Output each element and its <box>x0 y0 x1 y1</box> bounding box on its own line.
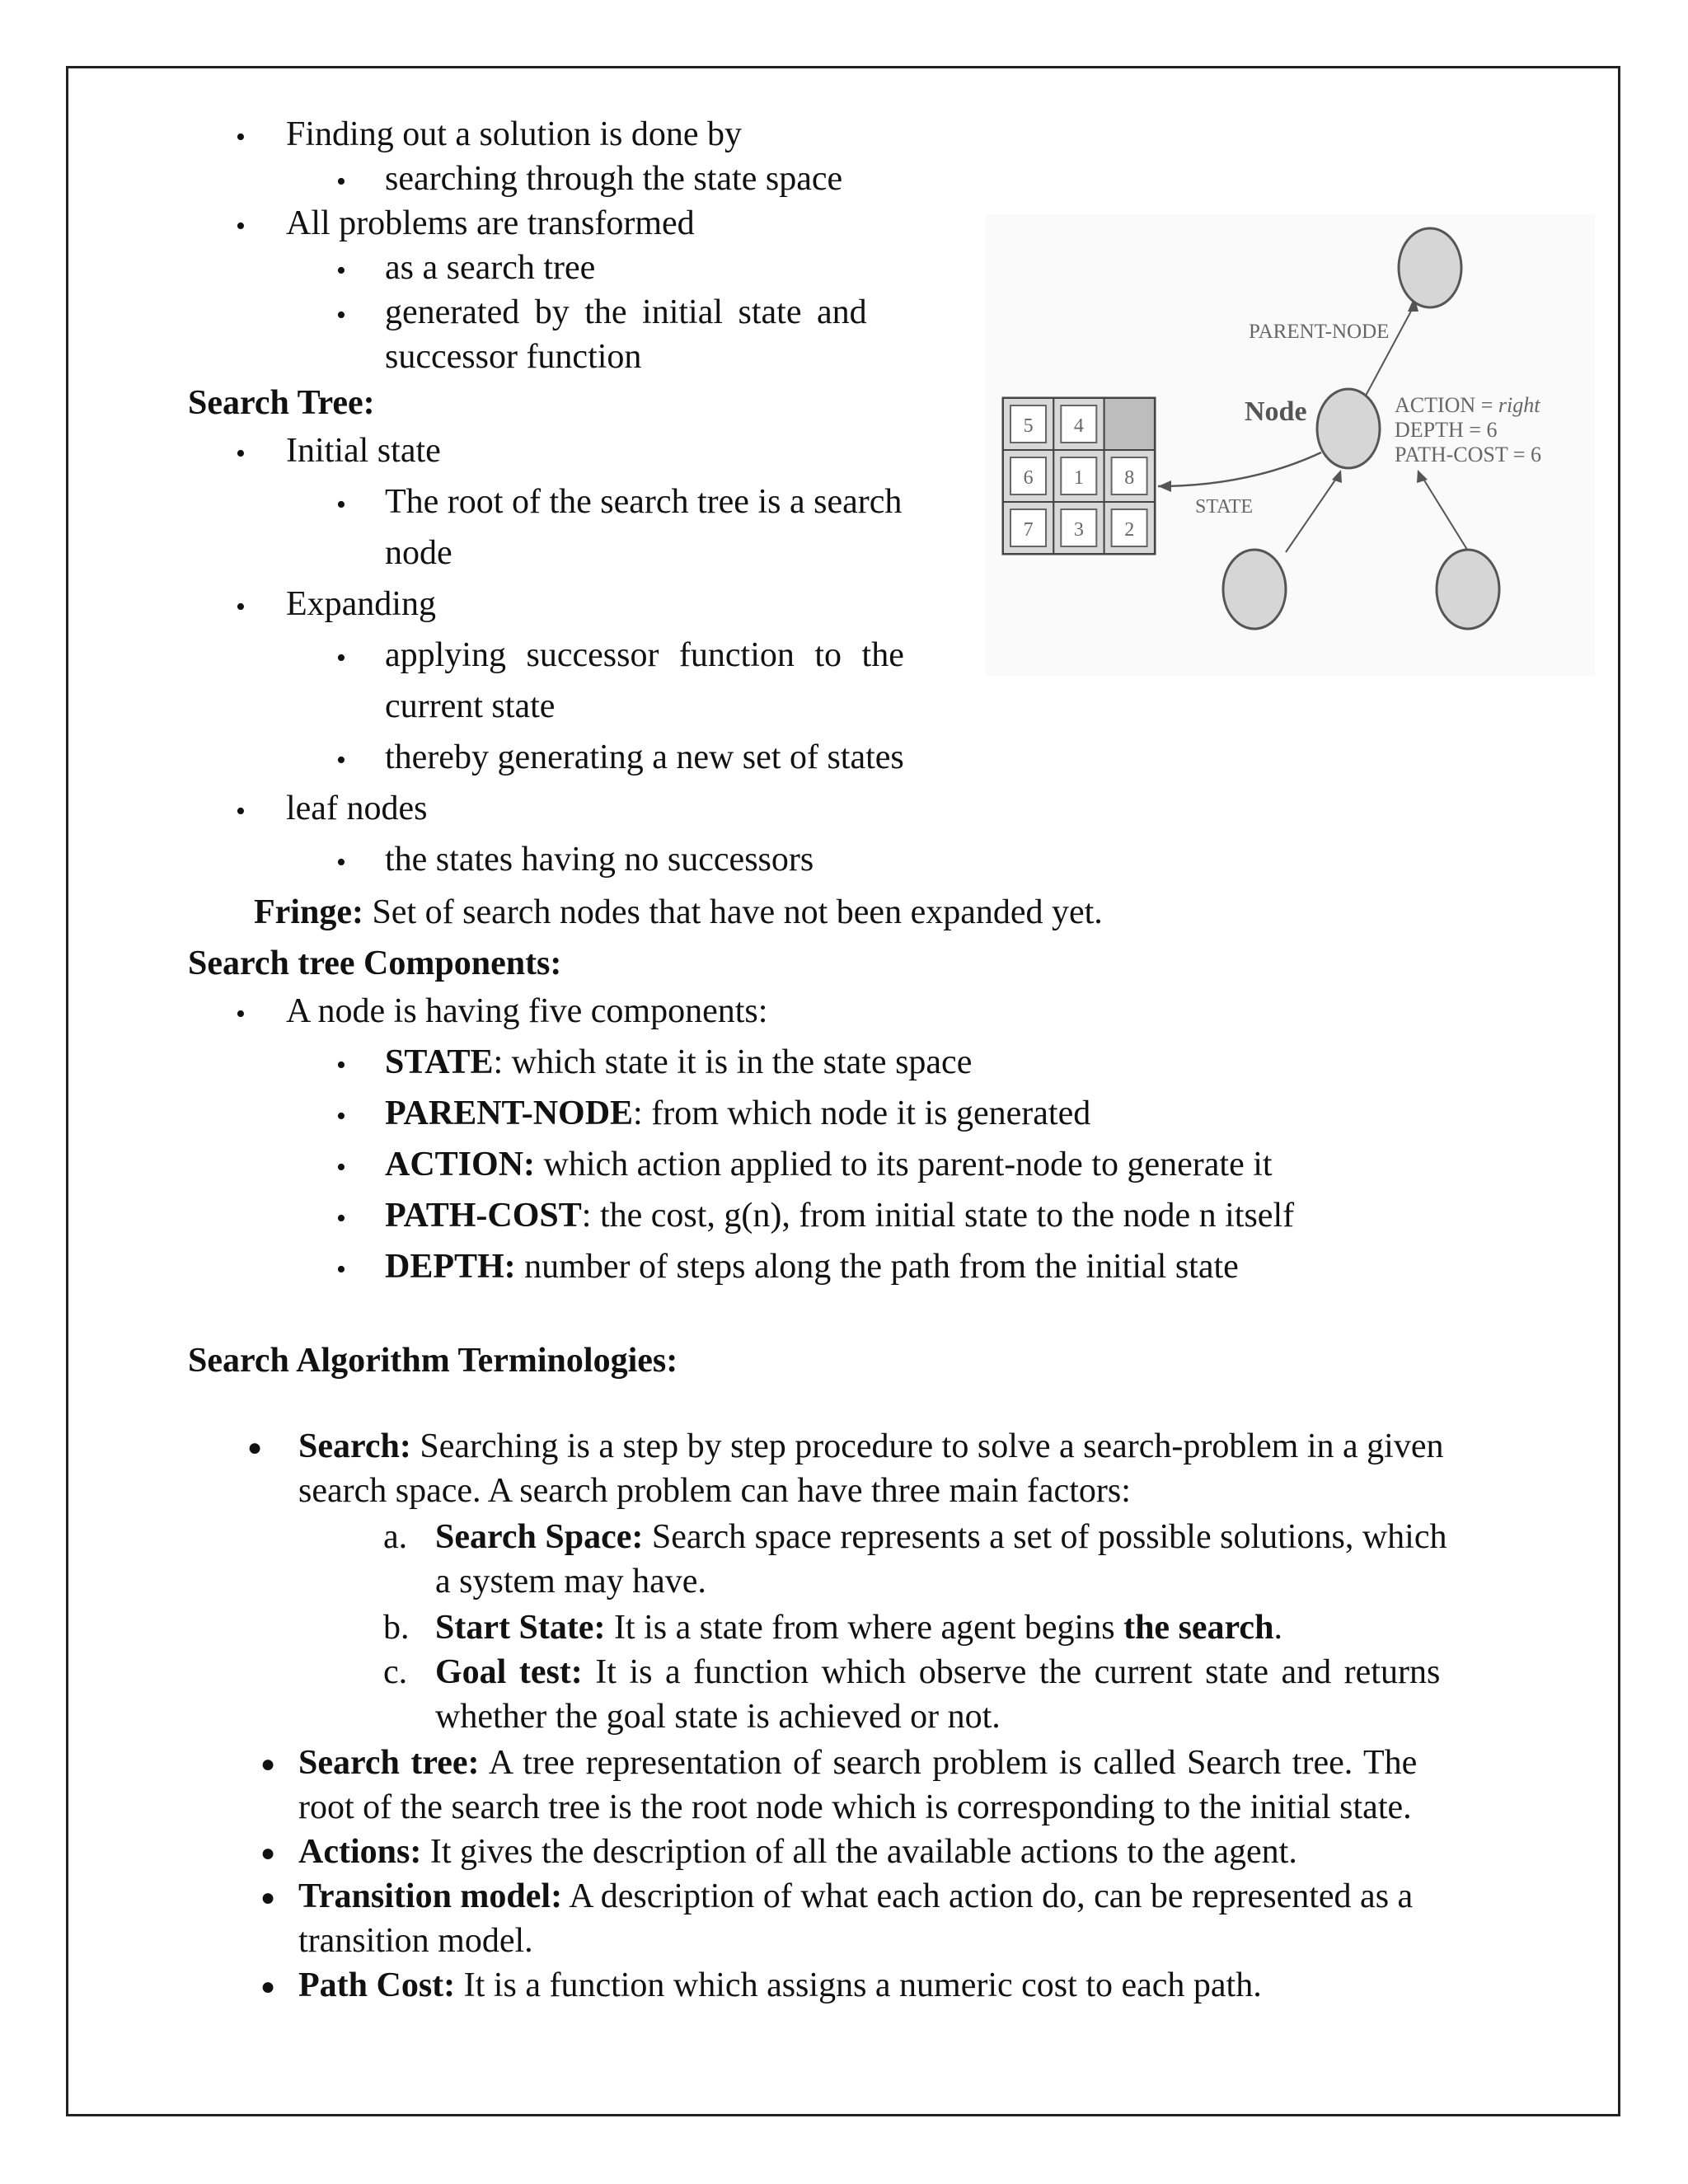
factor-term: Goal test: <box>435 1653 583 1691</box>
term-actions <box>298 1830 1297 1874</box>
bullet: • <box>336 643 346 673</box>
state-label: STATE <box>1195 496 1254 518</box>
bullet: • <box>336 745 346 776</box>
bullet: • <box>236 592 246 622</box>
node-label: Node <box>1245 396 1307 427</box>
puzzle-grid <box>1003 398 1155 554</box>
bullet: ● <box>247 1434 263 1461</box>
term-desc: A tree representation of search problem is called Search tree. The <box>479 1744 1418 1782</box>
component-desc: number of steps along the path from the initial state <box>515 1248 1239 1286</box>
component-desc: : the cost, g(n), from initial state to the node n itself <box>581 1197 1295 1235</box>
intro-sub-1: searching through the state space <box>385 160 843 198</box>
bullet: ● <box>260 1884 276 1911</box>
bullet: • <box>236 438 246 469</box>
components-intro: A node is having five components: <box>286 992 768 1030</box>
component-term: STATE <box>385 1043 494 1081</box>
components-heading: Search tree Components: <box>188 944 562 982</box>
puzzle-tile: 7 <box>1023 519 1034 541</box>
factor-term: Search Space: <box>435 1518 644 1556</box>
factor-desc: Search space represents a set of possible solutions, which <box>643 1518 1447 1556</box>
intro-bullet-1: Finding out a solution is done by <box>286 115 743 153</box>
bullet: ● <box>260 1750 276 1778</box>
term-transition-model <box>298 1874 1413 1919</box>
puzzle-tile: 1 <box>1073 467 1084 489</box>
bullet: • <box>236 999 246 1029</box>
leaf-nodes-sub: the states having no successors <box>385 841 814 879</box>
search-term-line2: search space. A search problem can have three main factors: <box>298 1472 1131 1510</box>
factor-search-space-cont: a system may have. <box>435 1563 706 1601</box>
term-desc: A description of what each action do, can be represented as a <box>562 1877 1414 1915</box>
term-search-tree <box>298 1741 1417 1785</box>
bullet: • <box>336 490 346 520</box>
initial-state-item: Initial state <box>286 432 441 470</box>
factor-desc: It is a state from where agent begins <box>605 1609 1124 1647</box>
term-label: Search tree: <box>298 1744 480 1782</box>
factor-marker-a: a. <box>383 1518 408 1556</box>
term-label: Actions: <box>298 1833 422 1871</box>
bullet: • <box>336 1152 346 1183</box>
puzzle-tile: 8 <box>1124 467 1135 489</box>
bullet: • <box>336 300 346 330</box>
bullet: • <box>236 122 246 152</box>
initial-state-sub: The root of the search tree is a search <box>385 483 903 521</box>
term-path-cost <box>298 1963 1262 2008</box>
bullet: • <box>236 211 246 241</box>
factor-bold-tail: the search <box>1123 1609 1274 1647</box>
factor-desc: It is a function which observe the current state and returns <box>582 1653 1441 1691</box>
puzzle-tile: 2 <box>1124 519 1135 541</box>
component-term: PARENT-NODE <box>385 1094 634 1132</box>
component-action <box>385 1142 1273 1187</box>
initial-state-sub-cont: node <box>385 534 452 572</box>
term-label: Transition model: <box>298 1877 563 1915</box>
term-desc: It is a function which assigns a numeric cost to each path. <box>455 1966 1262 2004</box>
bullet: • <box>336 1254 346 1285</box>
expanding-sub-2: thereby generating a new set of states <box>385 738 904 776</box>
term-label: Search: <box>298 1427 411 1465</box>
puzzle-tile: 6 <box>1023 467 1034 489</box>
expanding-sub-1-cont: current state <box>385 687 556 725</box>
parent-node-label: PARENT-NODE <box>1249 321 1390 343</box>
bullet: • <box>236 796 246 827</box>
bullet: • <box>336 1050 346 1080</box>
expanding-item: Expanding <box>286 585 436 623</box>
component-desc: which action applied to its parent-node to generate it <box>535 1146 1273 1183</box>
factor-goal-test-cont: whether the goal state is achieved or not. <box>435 1698 1001 1736</box>
factor-marker-c: c. <box>383 1653 408 1691</box>
terminologies-heading: Search Algorithm Terminologies: <box>188 1342 678 1380</box>
bullet: • <box>336 847 346 878</box>
component-parent-node <box>385 1091 1090 1136</box>
bullet: • <box>336 255 346 286</box>
intro-sub-2: as a search tree <box>385 249 596 287</box>
fringe-label: Fringe: <box>254 893 363 931</box>
factor-term: Start State: <box>435 1609 606 1647</box>
term-label: Path Cost: <box>298 1966 456 2004</box>
factor-marker-b: b. <box>383 1609 410 1647</box>
expanding-sub-1: applying successor function to the <box>385 636 904 674</box>
search-tree-heading: Search Tree: <box>188 384 375 422</box>
intro-bullet-2: All problems are transformed <box>286 204 695 242</box>
search-node-diagram <box>985 214 1595 676</box>
component-term: PATH-COST <box>385 1197 582 1235</box>
puzzle-tile: 5 <box>1023 415 1034 437</box>
factor-goal-test <box>435 1650 1440 1694</box>
bullet: • <box>336 1101 346 1132</box>
fringe-definition <box>254 890 1103 935</box>
intro-sub-3-cont: successor function <box>385 338 642 376</box>
component-state <box>385 1040 972 1085</box>
term-search-tree-cont: root of the search tree is the root node which is corresponding to the initial state. <box>298 1788 1412 1826</box>
term-transition-model-cont: transition model. <box>298 1922 533 1960</box>
fringe-text: Set of search nodes that have not been expanded yet. <box>363 893 1103 931</box>
puzzle-tile: 4 <box>1073 415 1084 437</box>
component-term: ACTION: <box>385 1146 536 1183</box>
bullet: ● <box>260 1840 276 1867</box>
bullet: • <box>336 166 346 197</box>
intro-sub-3: generated by the initial state and <box>385 293 867 331</box>
component-depth <box>385 1244 1239 1289</box>
bullet: ● <box>260 1973 276 2000</box>
component-term: DEPTH: <box>385 1248 516 1286</box>
action-line: ACTION = right <box>1395 393 1540 417</box>
component-desc: : from which node it is generated <box>633 1094 1091 1132</box>
factor-start-state <box>435 1605 1282 1650</box>
factor-search-space <box>435 1515 1447 1559</box>
term-desc: It gives the description of all the available actions to the agent. <box>421 1833 1297 1871</box>
depth-line: DEPTH = 6 <box>1395 418 1498 442</box>
term-desc: Searching is a step by step procedure to solve a search-problem in a given <box>410 1427 1444 1465</box>
puzzle-tile: 3 <box>1073 519 1084 541</box>
factor-tail: . <box>1273 1609 1282 1647</box>
leaf-nodes-item: leaf nodes <box>286 790 428 827</box>
component-desc: : which state it is in the state space <box>493 1043 973 1081</box>
bullet: • <box>336 1203 346 1234</box>
path-cost-line: PATH-COST = 6 <box>1395 443 1541 466</box>
search-term-line1 <box>298 1424 1443 1469</box>
component-path-cost <box>385 1193 1294 1238</box>
